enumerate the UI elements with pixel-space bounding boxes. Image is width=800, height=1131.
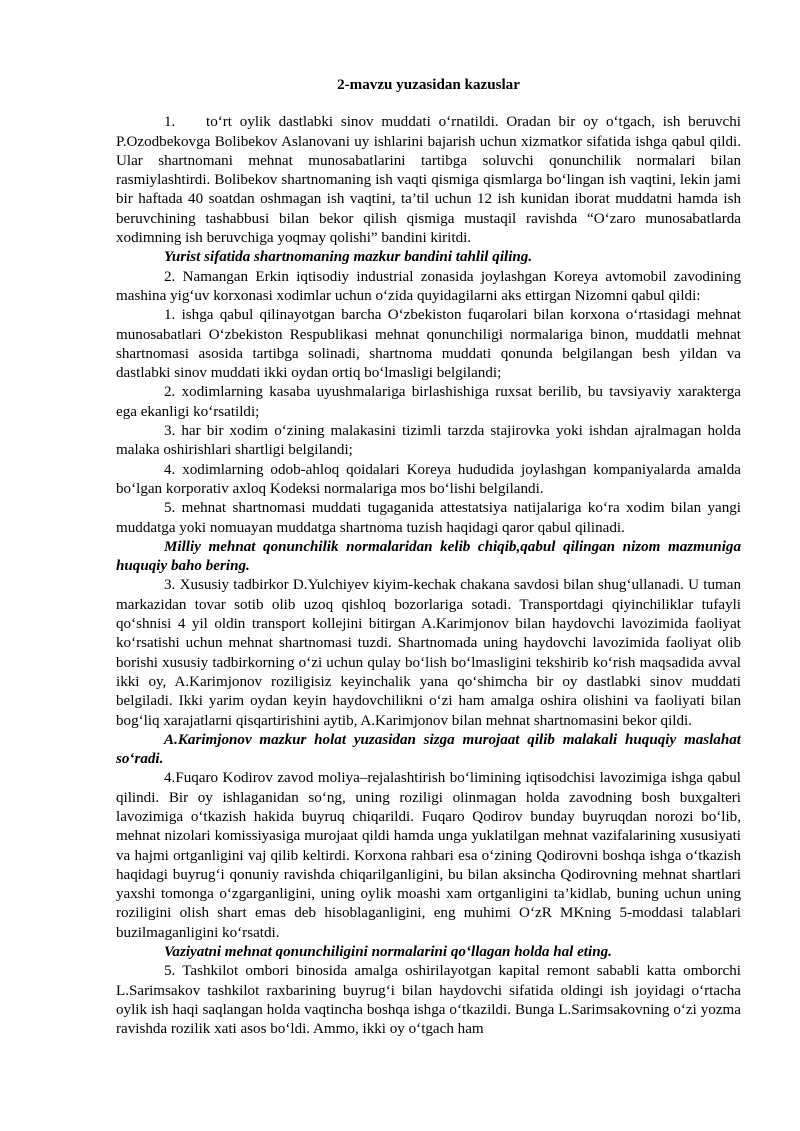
- document-page: [116, 76, 741, 1040]
- case-2-item-5: 5. mehnat shartnomasi muddati tugaganida attestatsiya natijalariga ko‘ra xodim bilan yangi muddatga yoki nomuayan muddatga shartnoma tuzish haqidagi qaror qabul qilinadi.: [116, 500, 741, 536]
- case-2-item-2: 2. xodimlarning kasaba uyushmalariga birlashishiga ruxsat berilib, bu tavsiyaviy xarakterga ega ekanligi ko‘rsatildi;: [116, 384, 741, 420]
- case-1-paragraph: [116, 113, 741, 248]
- document-title: 2-mavzu yuzasidan kazuslar: [337, 77, 520, 93]
- case-4-question: Vaziyatni mehnat qonunchiligini normalarini qo‘llagan holda hal eting.: [164, 944, 612, 961]
- case-4-paragraph: 4.Fuqaro Kodirov zavod moliya–rejalashtirish bo‘limining iqtisodchisi lavozimiga ishga qabul qilindi. Bir oy ishlaganidan so‘ng, uning roziligi olinmagan holda zavodning bosh buxgalteri lavozimiga o‘tkazish hakida buyruq chiqarildi. Fuqaro Qodirov bunday buyruqdan norozi bo‘lib, mehnat nizolari komissiyasiga murojaat qildi hamda unga yuklatilgan mehnat vazifalarining xususiyati va hajmi ortganligini vaj qilib keltirdi. Korxona rahbari esa o‘zining Qodirovni boshqa ishga o‘tkazish haqidagi buyrug‘i qonuniy ravishda chiqarilganligini, bu bilan aksincha Qodirovning mehnat shartlari yaxshi tomonga o‘zgarganligini, uning oylik moashi xam ortganligini ta’kidlab, buning uchun uning roziligini olish shart emas deb hisoblaganligini, eng muhimi O‘zR MKning 5-moddasi talablari buzilmaganligini ko‘rsatdi.: [116, 770, 741, 941]
- case-5-paragraph: 5. Tashkilot ombori binosida amalga oshirilayotgan kapital remont sababli katta omborchi L.Sarimsakov tashkilot raxbarining buyrug‘i bilan haydovchi sifatida oldingi ish joyidagi o‘rtacha oylik ish haqi saqlangan holda vaqtincha boshqa ishga o‘tkazildi. Bunga L.Sarimsakovning o‘zi yozma ravishda rozilik xati asos bo‘ldi. Ammo, ikki oy o‘tgach ham: [116, 963, 741, 1038]
- case-3-question: A.Karimjonov mazkur holat yuzasidan sizga murojaat qilib malakali huquqiy maslahat so‘radi.: [116, 731, 741, 768]
- case-2-item-3: 3. har bir xodim o‘zining malakasini tizimli tarzda stajirovka yoki ishdan ajralmagan holda malaka oshirishlari shartligi belgilandi;: [116, 423, 741, 459]
- case-2-question: Milliy mehnat qonunchilik normalaridan kelib chiqib,qabul qilingan nizom mazmuniga huquqiy baho bering.: [116, 538, 741, 575]
- case-1-question: Yurist sifatida shartnomaning mazkur bandini tahlil qiling.: [164, 249, 533, 266]
- case-1-number: 1.: [164, 114, 176, 131]
- case-1-text: to‘rt oylik dastlabki sinov muddati o‘rnatildi. Oradan bir oy o‘tgach, ish beruvchi P.Ozodbekovga Bolibekov Aslanovani uy ishlarini bajarish uchun xizmatkor sifatida ishga qabul qildi. Ular shartnomani mehnat munosabatlarini tartibga soluvchi qonunchilik normalari bilan rasmiylashtirdi. Bolibekov shartnomaning ish vaqti qismiga qismlarga bo‘lingan ish vaqtini, lekin jami bir haftada 40 soatdan oshmagan ish vaqtini, ta’til uchun 12 ish kunidan iborat muddatni hamda ish beruvchining tashabbusi bilan bekor qilish qismiga mustaqil ravishda “O‘zaro munosabatlarda xodimning ish beruvchiga yoqmay qolishi” bandini kiritdi.: [116, 114, 741, 247]
- case-2-item-4: 4. xodimlarning odob-ahloq qoidalari Koreya hududida joylashgan kompaniyalarda amalda bo‘lgan korporativ axloq Kodeksi normalariga mos bo‘lishi belgilandi.: [116, 461, 741, 497]
- case-2-paragraph: 2. Namangan Erkin iqtisodiy industrial zonasida joylashgan Koreya avtomobil zavodining mashina yig‘uv korxonasi xodimlar uchun o‘zida quyidagilarni aks ettirgan Nizomni qabul qildi:: [116, 268, 741, 304]
- case-3-paragraph: 3. Xususiy tadbirkor D.Yulchiyev kiyim-kechak chakana savdosi bilan shug‘ullanadi. U tuman markazidan tovar sotib olib uzoq qishloq bozorlariga sotadi. Transportdagi qiyinchiliklar tufayli qo‘shnisi 4 yil oldin transport kollejini bitirgan A.Karimjonov bilan haydovchi lavozimida faoliyat ko‘rsatishi uchun mehnat shartnomasi tuzdi. Shartnomada uning haydovchi lavozimida faoliyat olib borishi xususiy tadbirkorning o‘zi uchun qulay bo‘lish bo‘lmasligini tekshirib ko‘rish maqsadida avval ikki oy, A.Karimjonov roziligisiz keyinchalik yana qo‘shimcha bir oy dastlabki sinov muddati belgiladi. Ikki yarim oydan keyin haydovchilikni o‘zi ham amalga oshira olishini va faoliyati bilan bog‘liq xarajatlarni qisqartirishini aytib, A.Karimjonov bilan mehnat shartnomasini bekor qildi.: [116, 577, 741, 729]
- case-2-item-1: 1. ishga qabul qilinayotgan barcha O‘zbekiston fuqarolari bilan korxona o‘rtasidagi mehnat munosabatlari O‘zbekiston Respublikasi mehnat qonunchiligi normalariga binon, muddatli mehnat shartnomasi asosida tartibga solinadi, shartnoma muddati qonunda belgilangan besh yildan va dastlabki sinov muddati ikki oydan ortiq bo‘lmasligi belgilandi;: [116, 307, 741, 382]
